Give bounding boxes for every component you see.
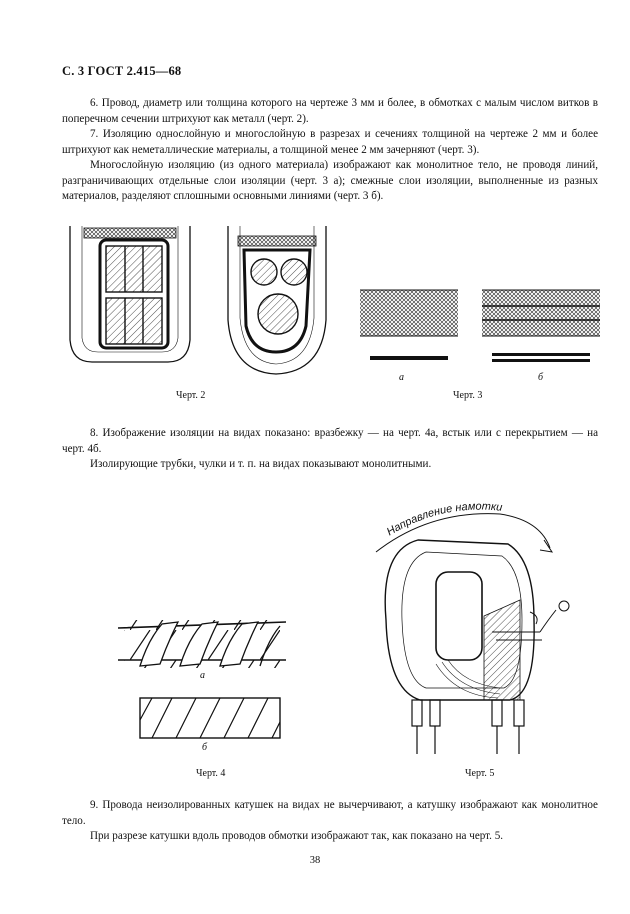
page-header: С. 3 ГОСТ 2.415—68 <box>62 64 182 78</box>
paragraph-7-continued: Многослойную изоляцию (из одного материала) изображают как монолитное тело, не проводя линий, разграничивающих отдельные слои изоляции (черт. 3 а); смежные слои изоляции, выполненные из разных материалов, разделяют сплошными основными линиями (черт. 3 б). <box>62 159 598 202</box>
fig3-drawing <box>360 290 600 362</box>
paragraph-8: 8. Изображение изоляции на видах показано: вразбежку — на черт. 4а, встык или с перекрытием — на черт. 4б. <box>62 427 598 455</box>
fig4-label-b: б <box>202 742 208 753</box>
fig4a-drawing <box>118 620 286 668</box>
fig2-left-drawing <box>70 226 190 362</box>
fig4b-drawing <box>140 698 280 738</box>
paragraph-8-continued: Изолирующие трубки, чулки и т. п. на видах показывают монолитными. <box>90 458 432 470</box>
caption-fig4: Черт. 4 <box>196 768 226 779</box>
fig5-drawing <box>376 514 569 754</box>
fig2-right-drawing <box>228 226 326 374</box>
paragraph-7: 7. Изоляцию однослойную и многослойную в разрезах и сечениях толщиной на чертеже 2 мм и более штрихуют как неметаллические материалы, а толщиной менее 2 мм зачерняют (черт. 3). <box>62 128 598 156</box>
page-number: 38 <box>309 855 321 866</box>
fig3-label-b: б <box>538 372 544 383</box>
winding-direction-label: Направление намотки <box>384 500 503 539</box>
paragraph-9-continued: При разрезе катушки вдоль проводов обмотки изображают так, как показано на черт. 5. <box>90 830 504 842</box>
fig3-label-a: а <box>399 372 404 383</box>
paragraph-9: 9. Провода неизолированных катушек на видах не вычерчивают, а катушку изображают как монолитное тело. <box>62 799 598 827</box>
caption-fig2: Черт. 2 <box>176 390 206 401</box>
caption-fig5: Черт. 5 <box>465 768 495 779</box>
caption-fig3: Черт. 3 <box>453 390 483 401</box>
paragraph-6: 6. Провод, диаметр или толщина которого на чертеже 3 мм и более, в обмотках с малым числом витков в поперечном сечении штрихуют как металл (черт. 2). <box>62 97 598 125</box>
fig4-label-a: а <box>200 670 205 681</box>
